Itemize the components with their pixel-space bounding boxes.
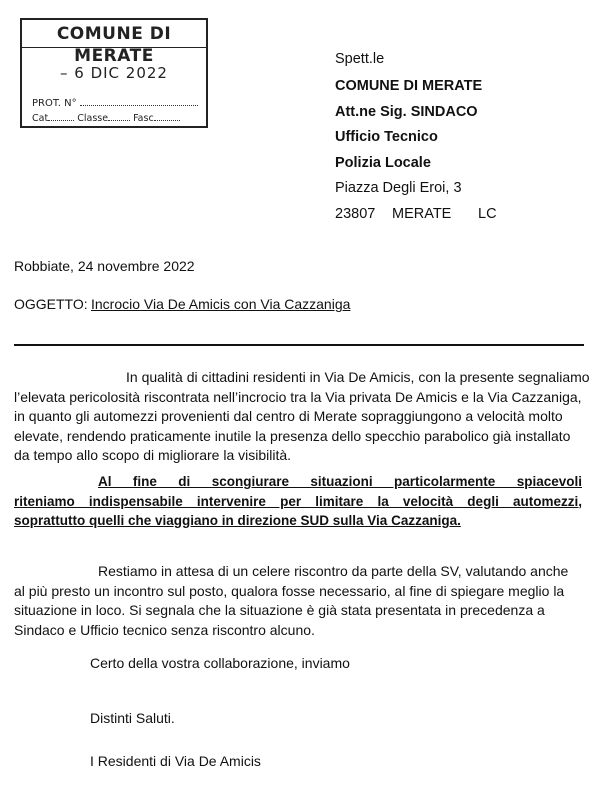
recipient-spett: Spett.le [335,51,385,67]
stamp-prot-label: PROT. N° [32,98,77,109]
recipient-cap: 23807 [335,206,376,222]
paragraph-2 [14,472,582,531]
paragraph-line: In qualità di cittadini residenti in Via De Amicis, con la presente segnaliamo [126,369,590,385]
oggetto-label: OGGETTO: [14,296,88,312]
stamp-title: COMUNE DI MERATE [22,23,206,48]
saluti-line: Distinti Saluti. [90,710,175,726]
signature-line: I Residenti di Via De Amicis [90,753,261,769]
paragraph-line: da tempo allo scopo di migliorare la visibilità. [14,447,292,463]
paragraph-line: soprattutto quelli che viaggiano in direzione SUD sulla Via Cazzaniga. [14,513,461,528]
paragraph-line: Al fine di scongiurare situazioni particolarmente spiacevoli [98,474,582,489]
stamp-fasc-label: Fasc [133,113,154,124]
paragraph-line: riteniamo indispensabile intervenire per limitare la velocità degli automezzi, [14,493,582,509]
paragraph-1 [14,368,590,466]
paragraph-line: Sindaco e Ufficio tecnico senza riscontro alcuno. [14,621,315,638]
stamp-classification-field [32,113,180,124]
recipient-polizia: Polizia Locale [335,155,431,171]
horizontal-rule [14,344,584,346]
paragraph-line: l’elevata pericolosità riscontrata nell’incrocio tra la Via privata De Amicis e la Via Cazzaniga, [14,388,582,405]
stamp-cat-label: Cat [32,113,49,124]
paragraph-line: in quanto gli automezzi provenienti dal centro di Merate sopraggiungono a velocità molto [14,408,563,424]
closing-line: Certo della vostra collaborazione, inviamo [90,655,350,671]
recipient-city: MERATE [392,206,452,222]
recipient-attne: Att.ne Sig. SINDACO [335,104,478,120]
stamp-date: – 6 DIC 2022 [60,64,168,82]
recipient-comune: COMUNE DI MERATE [335,78,483,94]
paragraph-line: al più presto un incontro sul posto, qualora fosse necessario, al fine di spiegare meglio la [14,582,565,599]
stamp-prot-field [32,98,198,109]
recipient-ufficio: Ufficio Tecnico [335,129,438,145]
paragraph-line: elevate, rendendo praticamente inutile la presenza dello specchio parabolico già installato [14,427,571,444]
place-date: Robbiate, 24 novembre 2022 [14,258,195,274]
paragraph-line: Restiamo in attesa di un celere riscontro da parte della SV, valutando anche [98,563,569,579]
protocol-stamp [20,18,208,128]
paragraph-3 [14,562,584,640]
paragraph-line: situazione in loco. Si segnala che la situazione è già stata presentata in precedenza a [14,602,545,618]
recipient-province: LC [478,206,497,222]
recipient-address: Piazza Degli Eroi, 3 [335,180,462,196]
oggetto-text: Incrocio Via De Amicis con Via Cazzaniga [91,296,351,312]
stamp-classe-label: Classe [77,113,109,124]
